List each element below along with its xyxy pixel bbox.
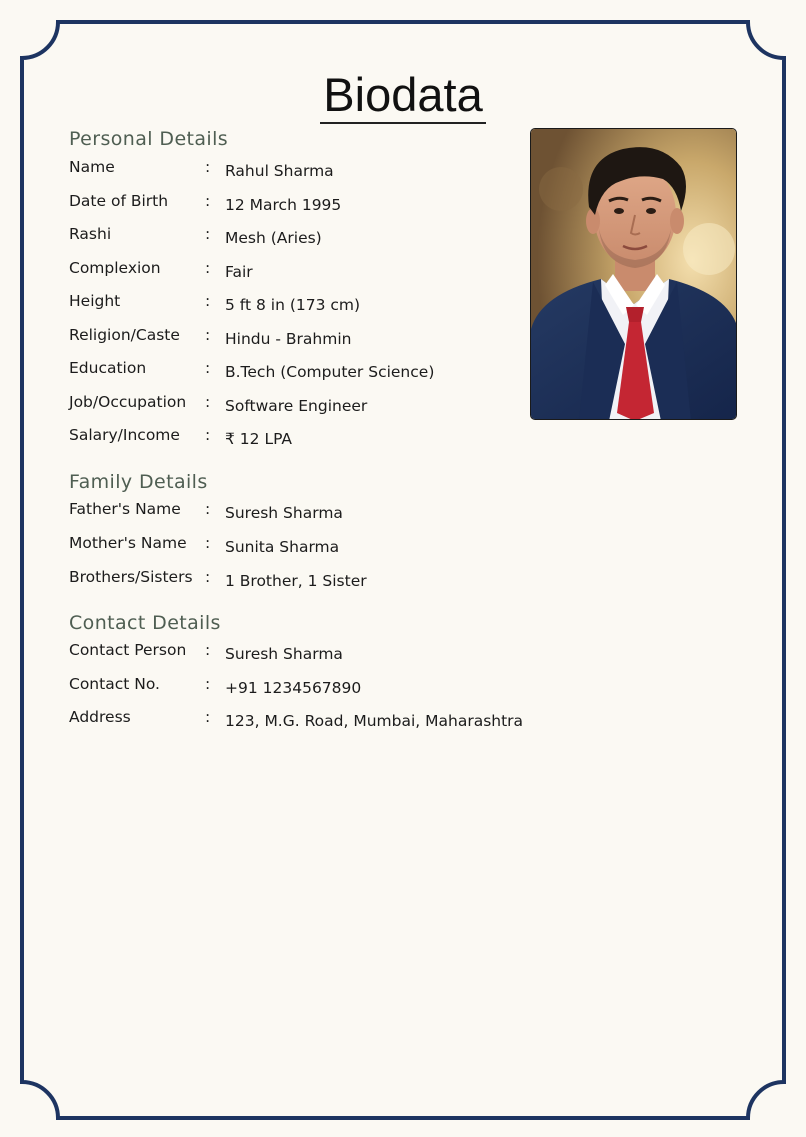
colon-separator: : [205,259,211,277]
detail-label: Height [69,292,121,310]
detail-value: Software Engineer [225,397,368,415]
detail-row-contact-no [69,675,539,705]
portrait-illustration [531,129,737,420]
detail-value: 5 ft 8 in (173 cm) [225,296,361,314]
detail-label: Address [69,708,131,726]
detail-value: 123, M.G. Road, Mumbai, Maharashtra [225,712,524,730]
detail-row-religion [69,326,539,356]
detail-row-complexion [69,259,539,289]
colon-separator: : [205,192,211,210]
detail-label: Father's Name [69,500,181,518]
detail-row-dob [69,192,539,222]
detail-label: Contact Person [69,641,187,659]
colon-separator: : [205,158,211,176]
detail-value: Suresh Sharma [225,645,343,663]
detail-row-education [69,359,539,389]
detail-value: 12 March 1995 [225,196,342,214]
detail-value: +91 1234567890 [225,679,362,697]
detail-row-occupation [69,393,539,423]
colon-separator: : [205,326,211,344]
colon-separator: : [205,641,211,659]
detail-label: Rashi [69,225,112,243]
detail-label: Date of Birth [69,192,169,210]
colon-separator: : [205,568,211,586]
colon-separator: : [205,393,211,411]
detail-label: Name [69,158,115,176]
detail-row-address [69,708,539,738]
detail-row-name [69,158,539,188]
detail-row-rashi [69,225,539,255]
profile-photo [530,128,737,420]
detail-label: Religion/Caste [69,326,180,344]
section-heading-family: Family Details [69,471,208,493]
detail-row-siblings [69,568,539,598]
detail-label: Education [69,359,147,377]
detail-value: ₹ 12 LPA [225,430,293,448]
colon-separator: : [205,426,211,444]
page-title-text: Biodata [320,68,485,124]
detail-label: Job/Occupation [69,393,187,411]
detail-label: Brothers/Sisters [69,568,193,586]
detail-value: Fair [225,263,253,281]
detail-value: B.Tech (Computer Science) [225,363,435,381]
section-heading-personal: Personal Details [69,128,229,150]
detail-value: Suresh Sharma [225,504,343,522]
colon-separator: : [205,225,211,243]
detail-value: Rahul Sharma [225,162,334,180]
detail-label: Salary/Income [69,426,180,444]
colon-separator: : [205,292,211,310]
colon-separator: : [205,500,211,518]
detail-row-mother [69,534,539,564]
detail-row-salary [69,426,539,456]
detail-row-height [69,292,539,322]
section-heading-contact: Contact Details [69,612,221,634]
detail-label: Contact No. [69,675,160,693]
colon-separator: : [205,359,211,377]
page-title [0,66,806,124]
colon-separator: : [205,708,211,726]
colon-separator: : [205,534,211,552]
detail-label: Mother's Name [69,534,187,552]
detail-label: Complexion [69,259,161,277]
detail-value: Sunita Sharma [225,538,340,556]
detail-row-contact-person [69,641,539,671]
colon-separator: : [205,675,211,693]
detail-value: Hindu - Brahmin [225,330,352,348]
detail-value: 1 Brother, 1 Sister [225,572,367,590]
detail-row-father [69,500,539,530]
detail-value: Mesh (Aries) [225,229,322,247]
